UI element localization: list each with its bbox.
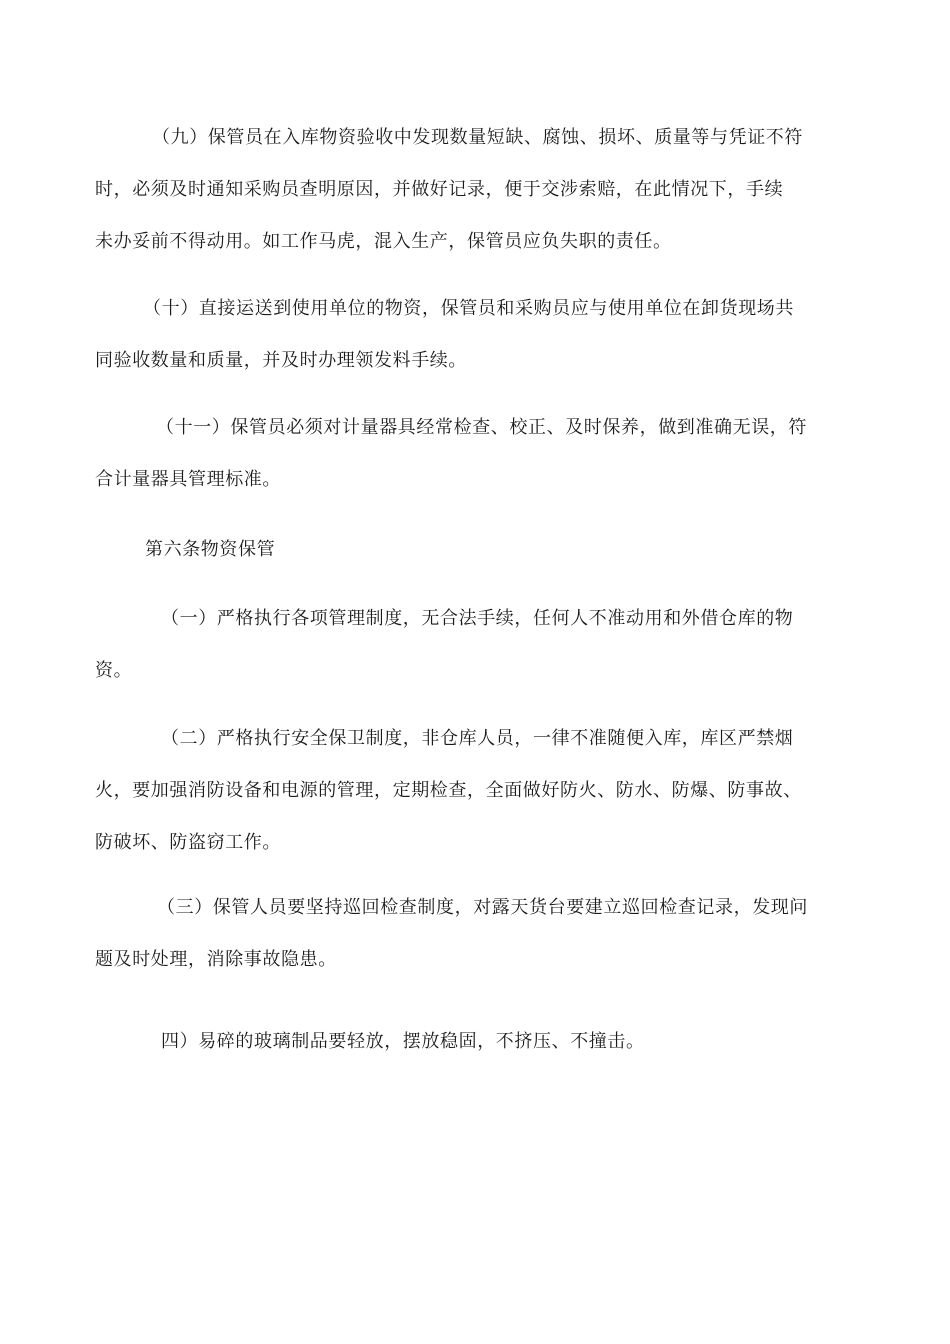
paragraph-line: （十一）保管员必须对计量器具经常检查、校正、及时保养，做到准确无误，符 [156,417,807,438]
paragraph-line: 未办妥前不得动用。如工作马虎，混入生产，保管员应负失职的责任。 [95,231,672,252]
section-paragraph-4 [95,1016,860,1068]
paragraph-line: 资。 [95,660,133,681]
section-paragraph-3 [95,882,860,986]
paragraph-line: 题及时处理，消除事故隐患。 [95,949,337,970]
paragraph-line: （九）保管员在入库物资验收中发现数量短缺、腐蚀、损坏、质量等与凭证不符 [152,127,803,148]
paragraph-line: 合计量器具管理标准。 [95,469,281,490]
paragraph-line: 时，必须及时通知采购员查明原因，并做好记录，便于交涉索赔，在此情况下，手续 [95,179,784,200]
paragraph-line: 同验收数量和质量，并及时办理领发料手续。 [95,350,467,371]
paragraph-line: （三）保管人员要坚持巡回检查制度，对露天货台要建立巡回检查记录，发现问 [157,897,808,918]
paragraph-item-10 [95,283,860,387]
section-heading [145,524,910,576]
paragraph-item-11 [95,402,860,506]
paragraph-line: 火，要加强消防设备和电源的管理，定期检查，全面做好防火、防水、防爆、防事故、 [95,780,802,801]
paragraph-line: 四）易碎的玻璃制品要轻放，摆放稳固，不挤压、不撞击。 [161,1031,645,1052]
paragraph-line: 防破坏、防盗窃工作。 [95,832,281,853]
paragraph-item-9 [95,112,860,268]
section-paragraph-1 [95,593,860,697]
paragraph-line: （一）严格执行各项管理制度，无合法手续，任何人不准动用和外借仓库的物 [161,608,794,629]
paragraph-line: （二）严格执行安全保卫制度，非仓库人员，一律不准随便入库，库区严禁烟 [161,728,794,749]
paragraph-line: （十）直接运送到使用单位的物资，保管员和采购员应与使用单位在卸货现场共 [143,298,794,319]
section-heading-text: 第六条物资保管 [145,539,276,560]
section-paragraph-2 [95,713,860,869]
